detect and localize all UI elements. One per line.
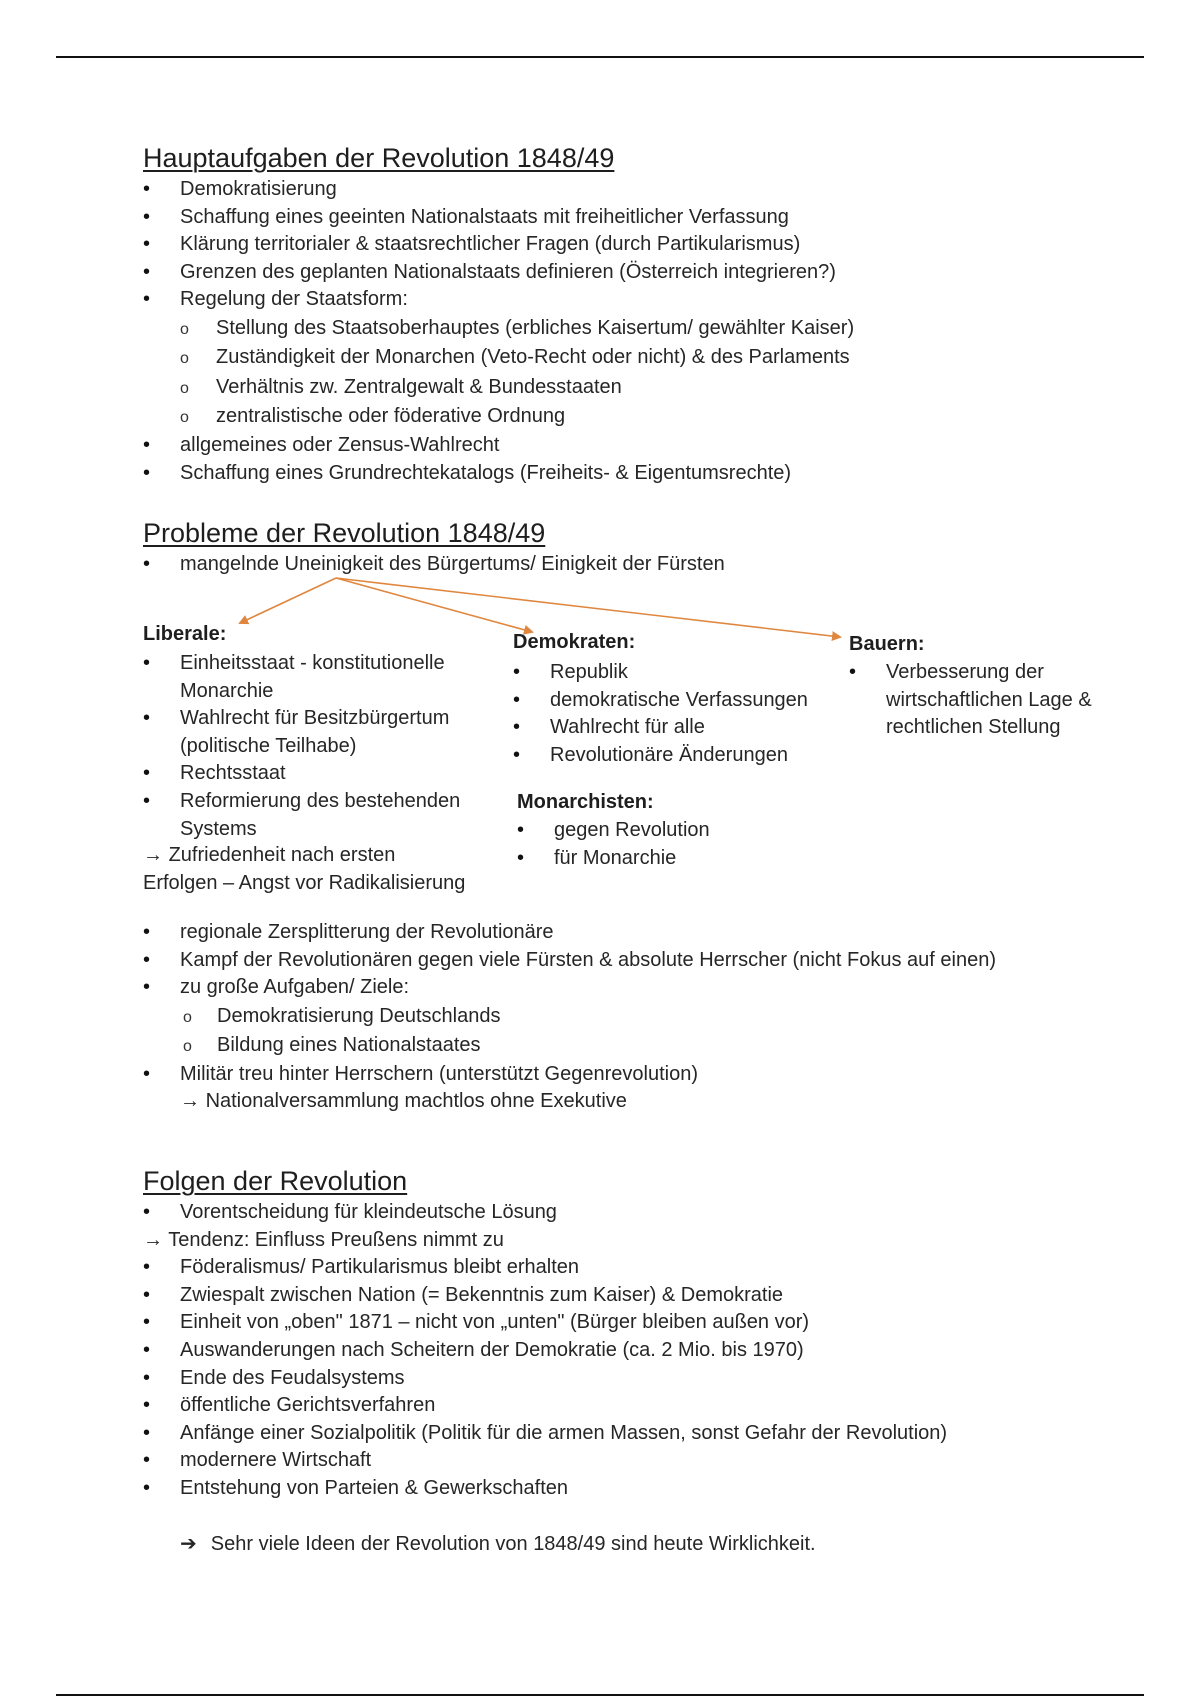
heading-folgen: Folgen der Revolution	[143, 1166, 408, 1196]
final-conclusion	[180, 1530, 816, 1558]
heading-hauptaufgaben: Hauptaufgaben der Revolution 1848/49	[143, 143, 615, 173]
list-item: • Revolutionäre Änderungen	[513, 742, 808, 770]
list-item: • Entstehung von Parteien & Gewerkschaften	[143, 1475, 947, 1503]
list-item: • Einheitsstaat - konstitutionelle Monarchie	[143, 650, 488, 705]
list-item: • Republik	[513, 659, 808, 687]
list-item: • Verbesserung der wirtschaftlichen Lage & rechtlichen Stellung	[849, 659, 1119, 742]
list-item: • Wahlrecht für Besitzbürgertum (politische Teilhabe)	[143, 705, 488, 760]
final-text: Sehr viele Ideen der Revolution von 1848/49 sind heute Wirklichkeit.	[210, 1533, 816, 1555]
tendency-text: Tendenz: Einfluss Preußens nimmt zu	[168, 1228, 504, 1251]
list-item: • regionale Zersplitterung der Revolutionäre	[143, 919, 1043, 947]
staatsform-sublist	[143, 314, 854, 432]
list-item-text: Regelung der Staatsform:	[180, 288, 408, 311]
list-item: • Schaffung eines Grundrechtekatalogs (Freiheits- & Eigentumsrechte)	[143, 460, 854, 488]
list-item: • Vorentscheidung für kleindeutsche Lösung	[143, 1199, 947, 1227]
demokraten-title: Demokraten:	[513, 631, 636, 653]
list-item: • Einheit von „oben" 1871 – nicht von „unten" (Bürger bleiben außen vor)	[143, 1309, 947, 1337]
demokraten-list	[513, 659, 808, 769]
list-item: • Auswanderungen nach Scheitern der Demokratie (ca. 2 Mio. bis 1970)	[143, 1337, 947, 1365]
conclusion-text: Zufriedenheit nach ersten	[168, 844, 396, 866]
list-item	[143, 974, 1043, 1061]
list-item: • Schaffung eines geeinten Nationalstaats mit freiheitlicher Verfassung	[143, 204, 854, 232]
list-item: • allgemeines oder Zensus-Wahlrecht	[143, 432, 854, 460]
monarchisten-title: Monarchisten:	[517, 791, 654, 813]
heading-probleme: Probleme der Revolution 1848/49	[143, 518, 546, 548]
sub-list-item: o Zuständigkeit der Monarchen (Veto-Recht oder nicht) & des Parlaments	[143, 343, 854, 373]
sub-list-item: o zentralistische oder föderative Ordnung	[143, 402, 854, 432]
list-item: • Demokratisierung	[143, 176, 854, 204]
list-item-text: Militär treu hinter Herrschern (unterstützt Gegenrevolution)	[180, 1062, 698, 1085]
liberale-conclusion-line2: Erfolgen – Angst vor Radikalisierung	[143, 872, 466, 894]
list-item: • Grenzen des geplanten Nationalstaats definieren (Österreich integrieren?)	[143, 259, 854, 287]
list-item: • Anfänge einer Sozialpolitik (Politik für die armen Massen, sonst Gefahr der Revolution)	[143, 1420, 947, 1448]
probleme-more-list	[143, 919, 1043, 1116]
list-item: • Rechtsstaat	[143, 760, 488, 788]
right-arrow-icon: →	[143, 1228, 163, 1251]
monarchisten-list	[517, 817, 710, 872]
sub-list-item: o Demokratisierung Deutschlands	[180, 1002, 1043, 1032]
arrow-to-liberale	[240, 578, 336, 623]
list-item: • demokratische Verfassungen	[513, 687, 808, 715]
sub-list-item: o Verhältnis zw. Zentralgewalt & Bundesstaaten	[143, 373, 854, 403]
list-item: • für Monarchie	[517, 845, 710, 873]
right-arrow-icon: →	[180, 1090, 200, 1113]
top-rule	[56, 56, 1144, 58]
ziele-sublist	[180, 1002, 1043, 1061]
bauern-title: Bauern:	[849, 633, 925, 655]
right-arrow-icon: →	[143, 844, 163, 866]
hauptaufgaben-list	[143, 176, 854, 487]
folgen-list	[143, 1199, 947, 1503]
bottom-rule	[56, 1694, 1144, 1696]
bold-arrow-icon: ➔	[180, 1533, 197, 1555]
list-item-text: zu große Aufgaben/ Ziele:	[180, 976, 410, 999]
liberale-title: Liberale:	[143, 623, 227, 645]
liberale-conclusion-line1	[143, 841, 395, 869]
list-item: • öffentliche Gerichtsverfahren	[143, 1392, 947, 1420]
arrow-to-demokraten	[336, 578, 532, 632]
tendency-line	[143, 1227, 947, 1255]
arrow-to-bauern	[336, 578, 840, 637]
list-item: • Zwiespalt zwischen Nation (= Bekenntnis zum Kaiser) & Demokratie	[143, 1282, 947, 1310]
sub-list-item: o Stellung des Staatsoberhauptes (erbliches Kaisertum/ gewählter Kaiser)	[143, 314, 854, 344]
military-note: Nationalversammlung machtlos ohne Exekutive	[205, 1090, 627, 1113]
list-item: • Ende des Feudalsystems	[143, 1365, 947, 1393]
list-item: • Klärung territorialer & staatsrechtlicher Fragen (durch Partikularismus)	[143, 231, 854, 259]
bauern-list	[849, 659, 1119, 742]
list-item: • Föderalismus/ Partikularismus bleibt erhalten	[143, 1254, 947, 1282]
list-item: • mangelnde Uneinigkeit des Bürgertums/ Einigkeit der Fürsten	[143, 551, 725, 579]
liberale-list	[143, 650, 488, 843]
list-item: • modernere Wirtschaft	[143, 1447, 947, 1475]
list-item	[143, 1061, 1043, 1116]
list-item: • Reformierung des bestehenden Systems	[143, 788, 488, 843]
list-item	[143, 286, 854, 432]
list-item: • gegen Revolution	[517, 817, 710, 845]
list-item: • Wahlrecht für alle	[513, 714, 808, 742]
list-item: • Kampf der Revolutionären gegen viele Fürsten & absolute Herrscher (nicht Fokus auf einen)	[143, 947, 1043, 975]
sub-list-item: o Bildung eines Nationalstaates	[180, 1031, 1043, 1061]
